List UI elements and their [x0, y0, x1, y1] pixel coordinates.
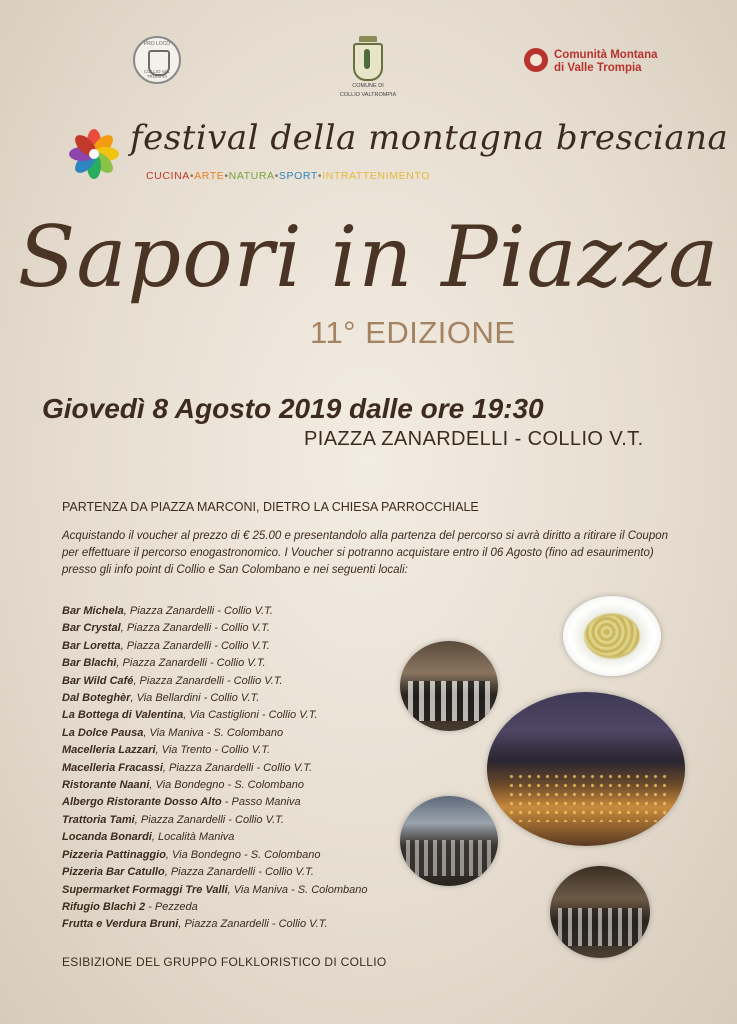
venue-name: Macelleria Lazzari [62, 744, 156, 757]
comunita-line2: di Valle Trompia [554, 62, 642, 74]
proloco-logo-top-text: PRO LOCO [143, 41, 171, 47]
venue-address: , Via Maniva - S. Colombano [143, 726, 284, 739]
venue-name: Locanda Bonardi [62, 831, 152, 844]
venue-item [62, 673, 367, 690]
venue-address: , Piazza Zanardelli - Collio V.T. [123, 605, 273, 617]
festival-tag: CUCINA [146, 170, 190, 182]
venue-item [62, 777, 367, 794]
venue-name: Macelleria Fracassi [62, 761, 163, 774]
venue-item [62, 882, 367, 899]
town-night-photo [487, 692, 685, 846]
venue-item [62, 690, 367, 707]
comune-crest-icon [353, 43, 383, 81]
festival-title: festival della montagna bresciana [130, 118, 729, 158]
pasta-dish-photo [563, 596, 661, 676]
venue-address: , Piazza Zanardelli - Collio V.T. [133, 674, 283, 687]
venue-address: - Pezzeda [145, 900, 198, 913]
venue-name: Trattoria Tami [62, 813, 135, 826]
venue-name: Ristorante Naani [62, 779, 150, 792]
venue-address: , Piazza Zanardelli - Collio V.T. [134, 813, 284, 826]
venue-name: Rifugio Blachì 2 [62, 900, 146, 913]
venue-item [62, 812, 367, 829]
venue-name: Bar Blachì [62, 657, 117, 670]
tag-separator: • [274, 170, 279, 182]
venue-address: , Via Bellardini - Collio V.T. [130, 692, 260, 705]
venue-item [62, 603, 367, 620]
tag-separator: • [224, 170, 229, 182]
venue-address: , Via Maniva - S. Colombano [227, 883, 368, 896]
tag-separator: • [189, 170, 195, 182]
festival-tag: NATURA [228, 170, 275, 182]
proloco-logo-bottom-text: COLLIO VAL TROMPIA [144, 69, 170, 79]
venue-item [62, 760, 367, 777]
venue-address: , Via Bondegno - S. Colombano [165, 848, 321, 861]
comune-line1: COMUNE DI [352, 83, 384, 89]
venue-item [62, 899, 367, 916]
proloco-logo [133, 36, 181, 84]
venue-address: , Piazza Zanardelli - Collio V.T. [162, 761, 313, 774]
event-edition: 11° EDIZIONE [310, 315, 516, 350]
venue-address: , Via Castiglioni - Collio V.T. [183, 709, 318, 722]
event-place: PIAZZA ZANARDELLI - COLLIO V.T. [304, 428, 644, 450]
venue-item [62, 655, 367, 672]
venue-address: , Piazza Zanardelli - Collio V.T. [120, 639, 270, 652]
venue-address: - Passo Maniva [221, 796, 301, 809]
venue-item [62, 620, 367, 637]
venue-name: La Bottega di Valentina [62, 709, 184, 722]
venue-item [62, 794, 367, 811]
venue-name: Supermarket Formaggi Tre Valli [62, 883, 228, 896]
venue-item [62, 916, 367, 933]
venue-address: , Piazza Zanardelli - Collio V.T. [178, 918, 328, 931]
comune-logo [338, 36, 398, 99]
venue-address: , Piazza Zanardelli - Collio V.T. [116, 657, 266, 670]
crown-icon [359, 36, 377, 42]
comunita-montana-emblem-icon [524, 48, 548, 72]
crowd-photo-2 [400, 796, 498, 886]
voucher-info: Acquistando il voucher al prezzo di € 25.00 e presentandolo alla partenza del percorso si avrà diritto a ritirare il Coupon per effettuare il percorso enogastronomico. I Voucher si potranno acquistare entro il 06 Agosto (fino ad esaurimento) presso gli info point di Collio e San Colombano e nei seguenti locali: [62, 530, 669, 576]
festival-tags [146, 170, 430, 182]
venue-name: La Dolce Pausa [62, 726, 144, 739]
crowd-photo-3 [550, 866, 650, 958]
crowd-photo-1 [400, 641, 498, 731]
event-title: Sapori in Piazza [17, 208, 720, 306]
venue-name: Pizzeria Pattinaggio [62, 848, 166, 861]
venue-name: Pizzeria Bar Catullo [62, 866, 165, 879]
venue-item [62, 707, 367, 724]
venue-address: , Piazza Zanardelli - Collio V.T. [120, 622, 270, 635]
festival-tag: ARTE [194, 170, 225, 182]
venue-name: Frutta e Verdura Bruni [62, 918, 179, 931]
venue-name: Bar Michela [62, 605, 124, 617]
venue-name: Bar Crystal [62, 622, 121, 635]
tag-separator: • [317, 170, 323, 182]
comunita-line1: Comunità Montana [554, 49, 658, 61]
venue-name: Dal Boteghèr [62, 692, 131, 705]
venue-item [62, 847, 367, 864]
venue-list [62, 603, 367, 934]
venue-name: Albergo Ristorante Dosso Alto [62, 796, 222, 809]
venue-item [62, 742, 367, 759]
folklore-performance: ESIBIZIONE DEL GRUPPO FOLKLORISTICO DI COLLIO [62, 955, 387, 969]
venue-address: , Via Trento - Collio V.T. [155, 744, 271, 757]
comune-line2: COLLIO VALTROMPIA [339, 92, 397, 98]
venue-name: Bar Wild Café [62, 674, 134, 687]
start-location: PARTENZA DA PIAZZA MARCONI, DIETRO LA CHIESA PARROCCHIALE [62, 500, 479, 514]
venue-item [62, 864, 367, 881]
venue-name: Bar Loretta [62, 639, 121, 652]
event-date: Giovedì 8 Agosto 2019 dalle ore 19:30 [42, 393, 544, 424]
venue-address: , Località Maniva [151, 831, 235, 844]
venue-item [62, 725, 367, 742]
venue-item [62, 829, 367, 846]
venue-address: , Via Bondegno - S. Colombano [149, 779, 304, 792]
festival-tag: INTRATTENIMENTO [322, 170, 430, 182]
venue-address: , Piazza Zanardelli - Collio V.T. [164, 866, 314, 879]
festival-tag: SPORT [278, 170, 318, 182]
comunita-montana-logo [524, 46, 664, 76]
venue-item [62, 638, 367, 655]
festival-flower-icon [66, 126, 122, 182]
